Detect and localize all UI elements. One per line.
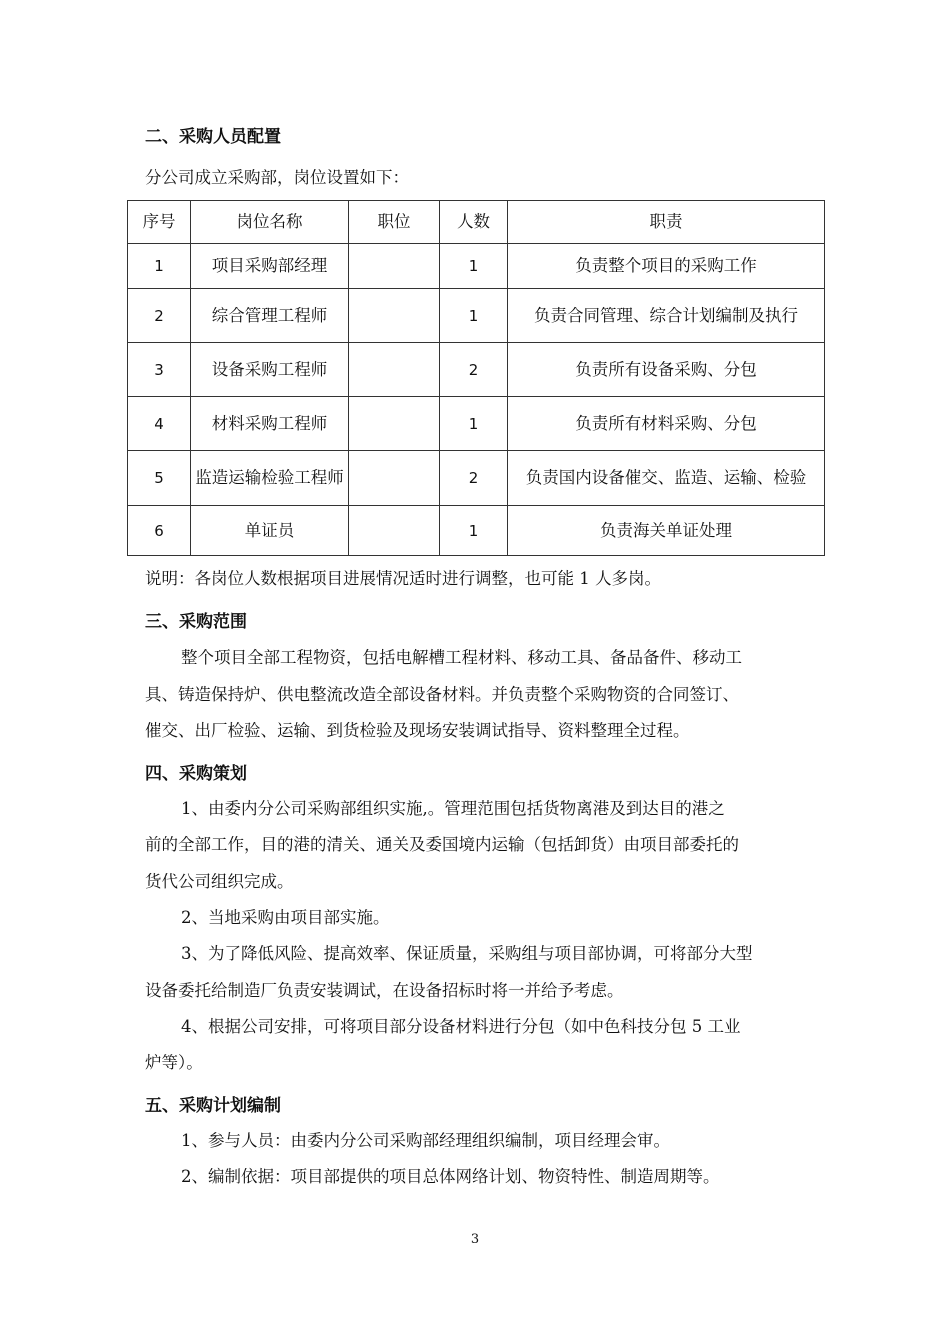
table-row bbox=[128, 244, 825, 289]
headcount: 2 bbox=[440, 343, 508, 397]
page-number: 3 bbox=[470, 1232, 480, 1247]
duty-cell: 负责海关单证处理 bbox=[508, 506, 825, 556]
table-row bbox=[128, 451, 825, 506]
section-heading-plan-compilation: 五、采购计划编制 bbox=[145, 1096, 281, 1116]
paragraph-line: 1、参与人员：由委内分公司采购部经理组织编制，项目经理会审。 bbox=[181, 1131, 670, 1150]
row-number: 5 bbox=[128, 451, 191, 506]
position-cell bbox=[349, 343, 440, 397]
headcount: 1 bbox=[440, 289, 508, 343]
duty-cell: 负责整个项目的采购工作 bbox=[508, 244, 825, 289]
paragraph-line: 前的全部工作，目的港的清关、通关及委国境内运输（包括卸货）由项目部委托的 bbox=[145, 835, 739, 854]
section-intro: 分公司成立采购部，岗位设置如下： bbox=[145, 168, 409, 187]
paragraph-line: 4、根据公司安排，可将项目部分设备材料进行分包（如中色科技分包 5 工业 bbox=[181, 1017, 741, 1036]
position-cell bbox=[349, 244, 440, 289]
table-row bbox=[128, 289, 825, 343]
post-name: 综合管理工程师 bbox=[191, 289, 349, 343]
header-cell: 人数 bbox=[440, 201, 508, 244]
header-cell: 序号 bbox=[128, 201, 191, 244]
row-number: 2 bbox=[128, 289, 191, 343]
post-name: 单证员 bbox=[191, 506, 349, 556]
position-cell bbox=[349, 397, 440, 451]
section-heading-personnel: 二、采购人员配置 bbox=[145, 127, 281, 147]
paragraph-line: 3、为了降低风险、提高效率、保证质量，采购组与项目部协调，可将部分大型 bbox=[181, 944, 753, 963]
paragraph-line: 催交、出厂检验、运输、到货检验及现场安装调试指导、资料整理全过程。 bbox=[145, 721, 690, 740]
table-header-row bbox=[128, 201, 825, 244]
paragraph-line: 1、由委内分公司采购部组织实施,。管理范围包括货物离港及到达目的港之 bbox=[181, 799, 725, 818]
position-cell bbox=[349, 451, 440, 506]
paragraph-line: 2、当地采购由项目部实施。 bbox=[181, 908, 390, 927]
duty-cell: 负责所有设备采购、分包 bbox=[508, 343, 825, 397]
paragraph-line: 整个项目全部工程物资，包括电解槽工程材料、移动工具、备品备件、移动工 bbox=[181, 648, 742, 667]
duty-cell: 负责所有材料采购、分包 bbox=[508, 397, 825, 451]
table-note: 说明：各岗位人数根据项目进展情况适时进行调整，也可能 1 人多岗。 bbox=[145, 569, 661, 588]
row-number: 4 bbox=[128, 397, 191, 451]
table-row bbox=[128, 506, 825, 556]
section-heading-scope: 三、采购范围 bbox=[145, 612, 247, 632]
header-cell: 职位 bbox=[349, 201, 440, 244]
paragraph-line: 炉等）。 bbox=[145, 1053, 203, 1072]
post-name: 项目采购部经理 bbox=[191, 244, 349, 289]
table-row bbox=[128, 397, 825, 451]
headcount: 2 bbox=[440, 451, 508, 506]
paragraph-line: 设备委托给制造厂负责安装调试，在设备招标时将一并给予考虑。 bbox=[145, 981, 624, 1000]
section-heading-planning: 四、采购策划 bbox=[145, 764, 247, 784]
duty-cell: 负责合同管理、综合计划编制及执行 bbox=[508, 289, 825, 343]
header-cell: 岗位名称 bbox=[191, 201, 349, 244]
duty-cell: 负责国内设备催交、监造、运输、检验 bbox=[508, 451, 825, 506]
header-cell: 职责 bbox=[508, 201, 825, 244]
post-name: 材料采购工程师 bbox=[191, 397, 349, 451]
staff-table bbox=[127, 200, 825, 556]
post-name: 设备采购工程师 bbox=[191, 343, 349, 397]
paragraph-line: 2、编制依据：项目部提供的项目总体网络计划、物资特性、制造周期等。 bbox=[181, 1167, 720, 1186]
position-cell bbox=[349, 289, 440, 343]
headcount: 1 bbox=[440, 397, 508, 451]
headcount: 1 bbox=[440, 244, 508, 289]
table-row bbox=[128, 343, 825, 397]
row-number: 6 bbox=[128, 506, 191, 556]
paragraph-line: 货代公司组织完成。 bbox=[145, 872, 294, 891]
row-number: 3 bbox=[128, 343, 191, 397]
post-name: 监造运输检验工程师 bbox=[191, 451, 349, 506]
headcount: 1 bbox=[440, 506, 508, 556]
row-number: 1 bbox=[128, 244, 191, 289]
position-cell bbox=[349, 506, 440, 556]
paragraph-line: 具、铸造保持炉、供电整流改造全部设备材料。并负责整个采购物资的合同签订、 bbox=[145, 685, 739, 704]
